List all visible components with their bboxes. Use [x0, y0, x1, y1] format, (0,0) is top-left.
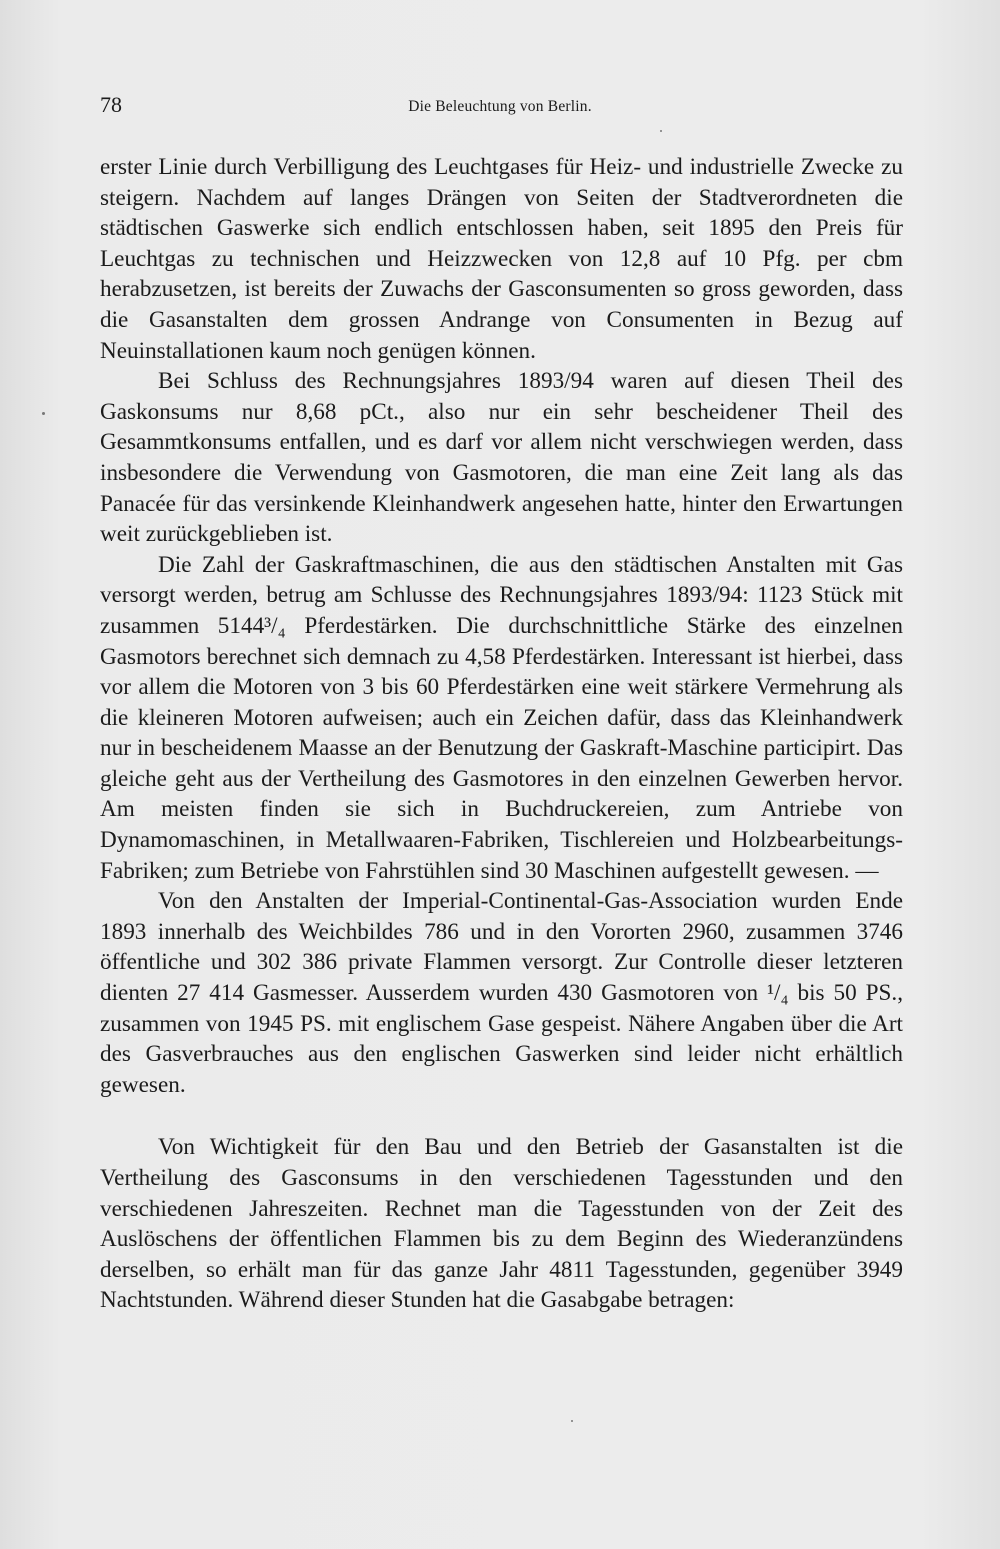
paragraph: Bei Schluss des Rechnungsjahres 1893/94 waren auf diesen Theil des Gaskonsums nur 8,68 pCt., also nur ein sehr bescheidener Theil des Gesammtkonsums entfallen, und es darf vor allem nicht verschwiegen werden, dass insbesondere die Verwendung von Gasmotoren, die man eine Zeit lang als das Panacée für das versinkende Kleinhandwerk angesehen hatte, hinter den Erwartungen weit zurückgeblieben ist. [100, 368, 903, 548]
paragraph: Von den Anstalten der Imperial-Continental-Gas-Association wurden Ende 1893 innerhalb des Weichbildes 786 und in den Vororten 2960, zusammen 3746 öffentliche und 302 386 private Flammen versorgt. Zur Controlle dieser letzteren dienten 27 414 Gasmesser. Ausserdem wurden 430 Gasmotoren von ¹/₄ bis 50 PS., zusammen von 1945 PS. mit englischem Gase gespeist. Nähere Angaben über die Art des Gasverbrauches aus den englischen Gaswerken sind leider nicht erhältlich gewesen. [100, 888, 903, 1098]
paragraph: Die Zahl der Gaskraftmaschinen, die aus den städtischen Anstalten mit Gas versorgt werden, betrug am Schlusse des Rechnungsjahres 1893/94: 1123 Stück mit zusammen 5144³/₄ Pferdestärken. Die durchschnittliche Stärke des einzelnen Gasmotors berechnet sich demnach zu 4,58 Pferdestärken. Interessant ist hierbei, dass vor allem die Motoren von 3 bis 60 Pferdestärken eine weit stärkere Vermehrung als die kleineren Motoren aufweisen; auch ein Zeichen dafür, dass das Kleinhandwerk nur in bescheidenem Maasse an der Benutzung der Gaskraft-Maschine participirt. Das gleiche geht aus der Vertheilung des Gasmotores in den einzelnen Gewerben hervor. Am meisten finden sie sich in Buchdruckereien, zum Antriebe von Dynamomaschinen, in Metallwaaren-Fabriken, Tischlereien und Holzbearbeitungs-Fabriken; zum Betriebe von Fahrstühlen sind 30 Maschinen aufgestellt gewesen. — [100, 551, 903, 884]
page-number: 78 [100, 92, 122, 117]
page-header [100, 92, 900, 122]
paper-speck [571, 1420, 573, 1422]
body-text [100, 152, 903, 1316]
paper-speck [42, 412, 45, 415]
paragraph-continued: erster Linie durch Verbilligung des Leuchtgases für Heiz- und industrielle Zwecke zu steigern. Nachdem auf langes Drängen von Seiten der Stadtverordneten die städtischen Gaswerke sich endlich entschlossen haben, seit 1895 den Preis für Leuchtgas zu technischen und Heizzwecken von 12,8 auf 10 Pfg. per cbm herabzusetzen, ist bereits der Zuwachs der Gasconsumenten so gross geworden, dass die Gasanstalten dem grossen Andrange von Consumenten in Bezug auf Neuinstallationen kaum noch genügen können. [100, 154, 903, 364]
paragraph: Von Wichtigkeit für den Bau und den Betrieb der Gasanstalten ist die Vertheilung des Gasconsums in den verschiedenen Tagesstunden und den verschiedenen Jahreszeiten. Rechnet man die Tagesstunden von der Zeit des Auslöschens der öffentlichen Flammen bis zu dem Beginn des Wiederanzündens derselben, so erhält man für das ganze Jahr 4811 Tagesstunden, gegenüber 3949 Nachtstunden. Während dieser Stunden hat die Gasabgabe betragen: [100, 1134, 903, 1314]
paper-speck [660, 130, 662, 132]
running-title: Die Beleuchtung von Berlin. [408, 98, 592, 115]
